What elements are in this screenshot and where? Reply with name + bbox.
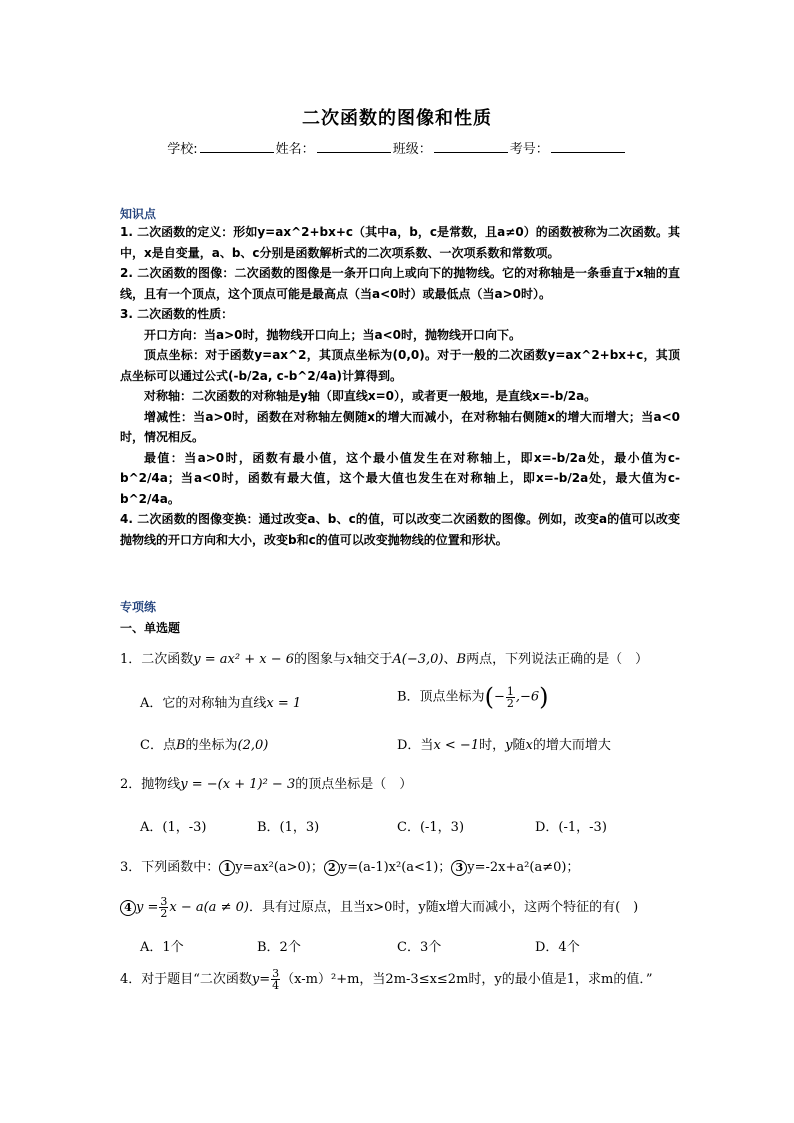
q3-function-4-pre: y =: [136, 900, 159, 915]
q3-function-4-post: x − a(a ≠ 0): [169, 900, 249, 915]
q3-number-2: 2: [324, 860, 340, 876]
question-3-stem-line2: [120, 896, 690, 919]
q2-option-a[interactable]: A．(1，-3): [140, 820, 207, 835]
school-label: 学校:: [167, 142, 198, 157]
q1-option-b[interactable]: [397, 683, 549, 711]
q1-stem-d: 、: [443, 652, 457, 667]
section-single-choice: 一、单选题: [120, 621, 181, 635]
exam-no-label: 考号：: [509, 142, 549, 157]
q3-number-1: 1: [219, 860, 235, 876]
q1-point-b: B: [456, 652, 467, 667]
class-blank[interactable]: [434, 140, 508, 153]
q1-stem-e: 两点，下列说法正确的是（ ）: [466, 652, 649, 667]
q3-option-c[interactable]: C．3个: [397, 940, 442, 955]
q3-function-3: y=-2x+a²(a≠0)；: [467, 860, 580, 875]
knowledge-body: [120, 222, 680, 550]
q1-option-d-text-c: 随: [512, 738, 526, 753]
knowledge-p3: 3. 二次函数的性质：: [120, 307, 234, 321]
q3-function-1: y=ax²(a>0)；: [235, 860, 324, 875]
q3-function-4-fraction: [159, 896, 168, 919]
q3-stem-a: 3．下列函数中：: [120, 860, 220, 875]
class-label: 班级：: [392, 142, 432, 157]
q1-option-c[interactable]: [140, 734, 268, 753]
q2-stem-b: 的顶点坐标是（ ）: [295, 777, 413, 792]
q4-num: 3: [272, 967, 280, 980]
practice-heading: 专项练: [120, 600, 157, 614]
q1-point-a: A(−3,0): [392, 652, 444, 667]
question-1-stem: [120, 650, 690, 670]
name-blank[interactable]: [317, 140, 391, 153]
q1-option-d-y: y: [505, 738, 513, 753]
q1-option-c-b: B: [175, 738, 186, 753]
knowledge-p3b: 顶点坐标：对于函数y=ax^2，其顶点坐标为(0,0)。对于一般的二次函数y=ax^2+bx+c，其顶点坐标可以通过公式(-b/2a, c-b^2/4a)计算得到。: [120, 348, 680, 383]
exam-no-blank[interactable]: [551, 140, 625, 153]
question-2-stem: [120, 775, 690, 795]
q2-expression: y = −(x + 1)² − 3: [180, 777, 296, 792]
q1-option-a-label: A．它的对称轴为直线: [140, 696, 267, 711]
q1-option-d-expr: x < −1: [433, 738, 480, 753]
q3-option-a[interactable]: A．1个: [140, 940, 184, 955]
knowledge-p4: 4. 二次函数的图像变换：通过改变a、b、c的值，可以改变二次函数的图像。例如，改变a的值可以改变抛物线的开口方向和大小，改变b和c的值可以改变抛物线的位置和形状。: [120, 512, 680, 547]
q1-option-c-text: 的坐标为: [185, 738, 238, 753]
q1-x: x: [346, 652, 354, 667]
question-3-stem-line1: [120, 858, 690, 878]
q1-option-c-expr: (2,0): [237, 738, 269, 753]
q3-f4-num: 3: [160, 895, 168, 908]
q1-option-a-expr: x = 1: [266, 696, 302, 711]
q1-option-b-tail: ,−6: [515, 689, 540, 705]
q1-option-d-text-b: 时，: [479, 738, 506, 753]
q1-option-d[interactable]: [397, 734, 611, 753]
knowledge-p3c: 对称轴：二次函数的对称轴是y轴（即直线x=0），或者更一般地，是直线x=-b/2a。: [144, 389, 597, 403]
q3-number-4: 4: [120, 900, 136, 916]
knowledge-p3e: 最值：当a>0时，函数有最小值，这个最小值发生在对称轴上，即x=-b/2a处，最小值为c-b^2/4a；当a<0时，函数有最大值，这个最大值也发生在对称轴上，即x=-b/2a处，最大值为c-b^2/4a。: [120, 450, 680, 506]
q1-option-b-num: 1: [506, 684, 514, 698]
q4-stem-a: 4．对于题目“二次函数: [120, 972, 252, 987]
q1-option-b-rparen: ): [539, 683, 549, 711]
q1-option-b-label: B．顶点坐标为: [397, 689, 485, 705]
knowledge-p3a: 开口方向：当a>0时，抛物线开口向上；当a<0时，抛物线开口向下。: [144, 327, 522, 342]
q1-option-d-label: D．当: [397, 738, 434, 753]
q1-option-b-fraction: [506, 686, 515, 709]
q3-option-b[interactable]: B．2个: [257, 940, 301, 955]
knowledge-p3d: 增减性：当a>0时，函数在对称轴左侧随x的增大而减小，在对称轴右侧随x的增大而增大；当a<0时，情况相反。: [120, 409, 680, 444]
q1-option-b-den: 2: [506, 696, 514, 710]
q2-option-b[interactable]: B．(1，3): [257, 820, 320, 835]
q3-f4-den: 2: [160, 907, 168, 920]
q2-option-c[interactable]: C．(-1，3): [397, 820, 465, 835]
q1-option-a[interactable]: [140, 692, 301, 711]
q4-y: y=: [251, 972, 271, 987]
q1-stem-b: 的图象与: [294, 652, 347, 667]
q3-stem-b: ．具有过原点，且当x>0时，y随x增大而减小，这两个特征的有( ): [248, 900, 639, 915]
q3-number-3: 3: [451, 860, 467, 876]
q1-expression: y = ax² + x − 6: [193, 652, 294, 667]
q1-stem-c: 轴交于: [353, 652, 393, 667]
page-title: 二次函数的图像和性质: [302, 108, 492, 129]
q3-function-2: y=(a-1)x²(a<1)；: [339, 860, 452, 875]
knowledge-p1: 1. 二次函数的定义：形如y=ax^2+bx+c（其中a，b，c是常数，且a≠0）的函数被称为二次函数。其中，x是自变量，a、b、c分别是函数解析式的二次项系数、一次项系数和常数项。: [120, 225, 680, 260]
q3-option-d[interactable]: D．4个: [535, 940, 580, 955]
school-blank[interactable]: [200, 140, 274, 153]
q4-fraction: [271, 968, 280, 991]
q1-option-b-minus: −: [493, 689, 505, 705]
q1-stem-a: 1．二次函数: [120, 652, 194, 667]
q2-option-d[interactable]: D．(-1，-3): [535, 820, 607, 835]
question-4-stem: [120, 968, 720, 991]
knowledge-p2: 2. 二次函数的图像：二次函数的图像是一条开口向上或向下的抛物线。它的对称轴是一条垂直于x轴的直线，且有一个顶点，这个顶点可能是最高点（当a<0时）或最低点（当a>0时）。: [120, 266, 680, 301]
q1-option-b-lparen: (: [484, 683, 494, 711]
q4-stem-b: （x-m）²+m，当2m-3≤x≤2m时，y的最小值是1，求m的值．”: [281, 972, 653, 987]
name-label: 姓名：: [275, 142, 315, 157]
q2-stem-a: 2．抛物线: [120, 777, 181, 792]
q1-option-d-x: x: [525, 738, 533, 753]
q1-option-c-label: C．点: [140, 738, 176, 753]
knowledge-heading: 知识点: [120, 207, 157, 221]
q4-den: 4: [272, 979, 280, 992]
q1-option-d-text-d: 的增大而增大: [532, 738, 611, 753]
student-info-line: [0, 138, 794, 157]
